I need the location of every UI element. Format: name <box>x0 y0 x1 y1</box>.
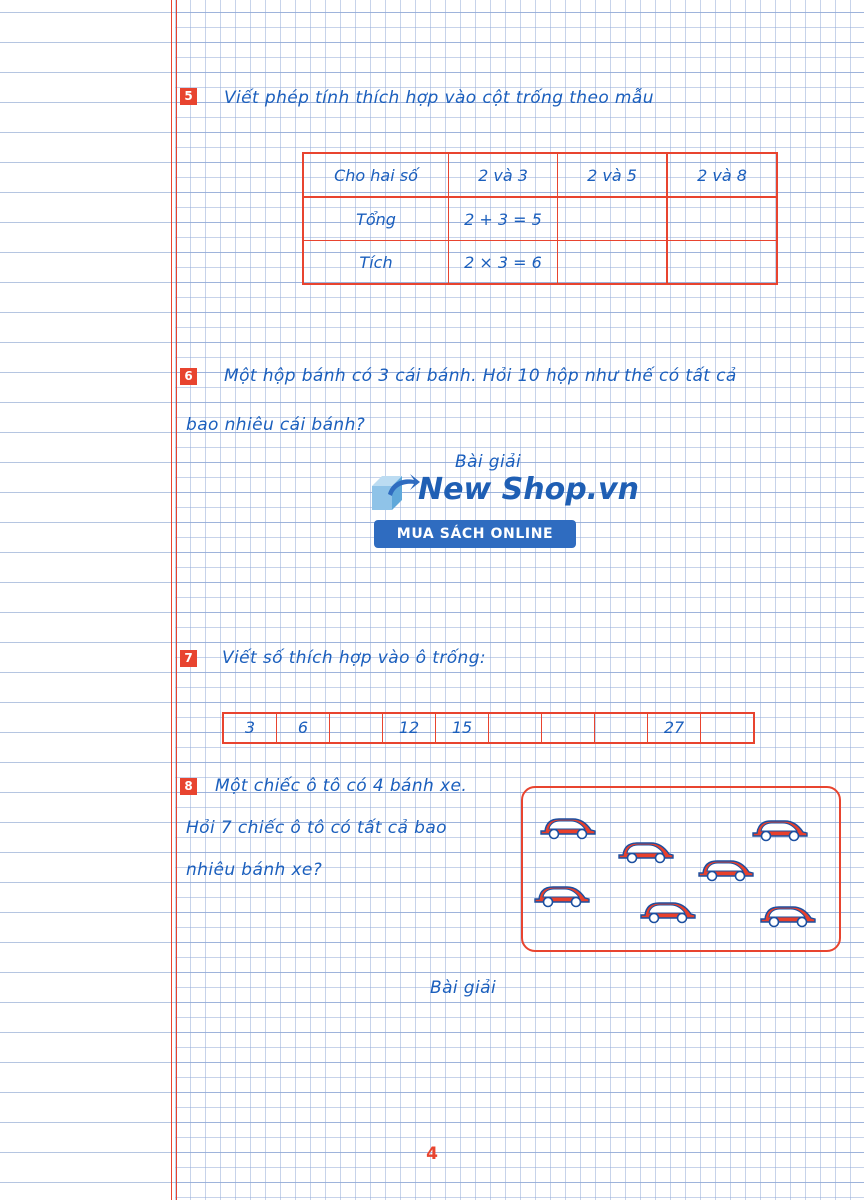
cars-illustration <box>521 786 841 952</box>
strip-cell[interactable]: 3 <box>224 714 277 742</box>
car-icon <box>695 854 757 882</box>
table-header-cell: 2 và 3 <box>449 153 558 197</box>
exercise-7-prompt: Viết số thích hợp vào ô trống: <box>222 648 487 668</box>
strip-cell[interactable]: 6 <box>277 714 330 742</box>
table-header-cell: Cho hai số <box>303 153 449 197</box>
exercise-8-solution-label: Bài giải <box>430 978 497 998</box>
car-icon <box>749 814 811 842</box>
table-cell-sum-2[interactable] <box>558 197 668 241</box>
exercise-6-solution-label: Bài giải <box>455 452 522 472</box>
watermark-brand: New Shop.vn <box>418 472 639 507</box>
exercise-number-7: 7 <box>180 650 197 667</box>
strip-cell[interactable]: 12 <box>383 714 436 742</box>
exercise-8-prompt-line2: Hỏi 7 chiếc ô tô có tất cả bao <box>186 818 447 838</box>
strip-cell[interactable] <box>489 714 542 742</box>
table-cell-product-2[interactable] <box>558 241 668 285</box>
upload-arrow-icon <box>366 470 420 514</box>
table-header-cell: 2 và 8 <box>667 153 777 197</box>
table-header-cell: 2 và 5 <box>558 153 668 197</box>
strip-cell[interactable] <box>330 714 383 742</box>
table-row-label: Tích <box>303 241 449 285</box>
strip-cell[interactable]: 15 <box>436 714 489 742</box>
table-cell-product-3[interactable] <box>667 241 777 285</box>
table-row <box>303 197 777 241</box>
table-row <box>303 153 777 197</box>
car-icon <box>531 880 593 908</box>
car-icon <box>537 812 599 840</box>
strip-cell[interactable] <box>701 714 753 742</box>
exercise-5-table <box>302 152 778 285</box>
exercise-number-6: 6 <box>180 368 197 385</box>
car-icon <box>757 900 819 928</box>
table-cell-sum-3[interactable] <box>667 197 777 241</box>
page-number: 4 <box>426 1144 438 1164</box>
exercise-number-8: 8 <box>180 778 197 795</box>
exercise-7-number-strip <box>222 712 755 744</box>
table-cell-product-1: 2 × 3 = 6 <box>449 241 558 285</box>
strip-cell[interactable]: 27 <box>648 714 701 742</box>
table-row <box>303 241 777 285</box>
exercise-number-5: 5 <box>180 88 197 105</box>
exercise-8-prompt-line3: nhiêu bánh xe? <box>186 860 323 880</box>
exercise-8-prompt-line1: Một chiếc ô tô có 4 bánh xe. <box>215 776 468 796</box>
watermark-logo <box>366 468 639 552</box>
strip-cell[interactable] <box>542 714 595 742</box>
table-row-label: Tổng <box>303 197 449 241</box>
strip-cell[interactable] <box>595 714 648 742</box>
exercise-6-prompt-line1: Một hộp bánh có 3 cái bánh. Hỏi 10 hộp như thế có tất cả <box>224 366 737 386</box>
car-icon <box>637 896 699 924</box>
watermark-badge: MUA SÁCH ONLINE <box>374 520 576 548</box>
exercise-5-prompt: Viết phép tính thích hợp vào cột trống theo mẫu <box>224 88 654 108</box>
table-cell-sum-1: 2 + 3 = 5 <box>449 197 558 241</box>
car-icon <box>615 836 677 864</box>
exercise-6-prompt-line2: bao nhiêu cái bánh? <box>186 415 366 435</box>
